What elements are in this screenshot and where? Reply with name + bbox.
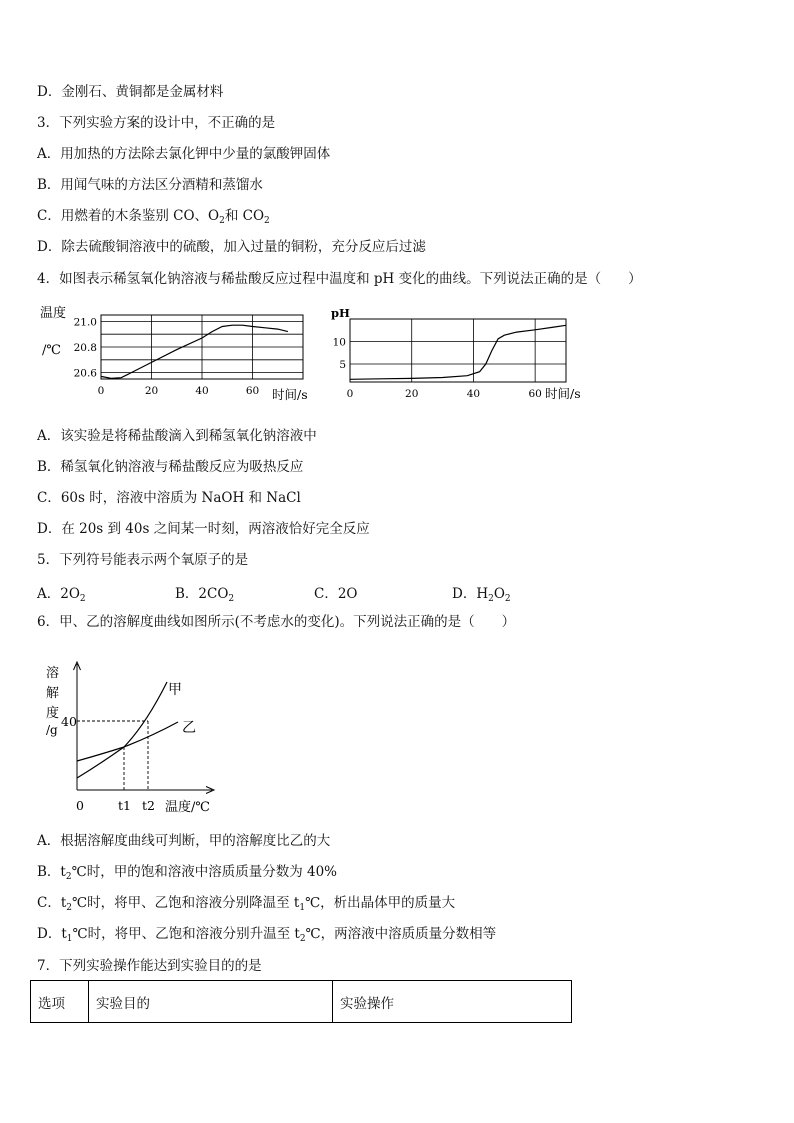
x-tick-label: 60 <box>528 388 542 400</box>
q5-option-b-sub: 2 <box>228 594 235 604</box>
q5-option-d-sub1: 2 <box>488 594 494 604</box>
q5-option-b <box>175 582 234 602</box>
q5-option-c: C．2O <box>314 586 358 602</box>
origin-label: 0 <box>76 798 84 813</box>
q6-option-d-text2: ℃时，将甲、乙饱和溶液分别升温至 t <box>72 926 300 942</box>
q5-option-d <box>452 582 511 602</box>
q6-option-c <box>37 894 455 912</box>
q4-option-c: C．60s 时，溶液中溶质为 NaOH 和 NaCl <box>37 490 301 506</box>
table-header-row <box>31 981 572 1023</box>
table-header-option: 选项 <box>31 981 89 1023</box>
q6-option-a: A．根据溶解度曲线可判断，甲的溶解度比乙的大 <box>37 833 331 849</box>
ph-chart <box>328 300 590 404</box>
q6-option-b-sub: 2 <box>65 872 72 882</box>
x-tick-label: 0 <box>346 388 354 400</box>
q3-option-c-sub2: 2 <box>264 216 270 226</box>
y-tick-label: 20.8 <box>73 342 97 354</box>
temperature-chart <box>38 300 318 404</box>
x-axis-label: 温度/℃ <box>165 800 210 815</box>
x-axis-label: 时间/s <box>272 387 308 402</box>
q5-option-b-text: B．2CO <box>175 586 229 602</box>
q6-option-d <box>37 925 496 943</box>
q6-option-b-text1: B．t <box>37 864 66 880</box>
x-tick-label-t2: t2 <box>142 798 155 813</box>
q5-option-d-sub2: 2 <box>504 594 511 604</box>
x-tick-label: 20 <box>144 385 159 397</box>
q3-option-d: D．除去硫酸铜溶液中的硫酸，加入过量的铜粉，充分反应后过滤 <box>37 239 426 255</box>
solubility-chart <box>40 660 230 818</box>
temperature-curve <box>101 325 288 378</box>
q6-option-d-text3: ℃，两溶液中溶质质量分数相等 <box>305 926 497 942</box>
y-tick-label: 40 <box>61 714 77 729</box>
q3-option-c-text1: C．用燃着的木条鉴别 CO、O <box>37 208 220 224</box>
q5-option-a-text: A．2O <box>37 586 80 602</box>
y-axis-unit: /℃ <box>42 343 61 358</box>
q6-option-c-sub1: 2 <box>66 903 72 913</box>
q5-options <box>37 582 657 604</box>
q4-option-d: D．在 20s 到 40s 之间某一时刻，两溶液恰好完全反应 <box>37 521 370 537</box>
q6-option-b-text2: ℃时，甲的饱和溶液中溶质质量分数为 40% <box>71 864 337 880</box>
y-axis-label: 温度 <box>40 306 67 321</box>
y-tick-label: 5 <box>339 359 346 371</box>
y-tick-label: 20.6 <box>73 367 97 380</box>
q7-table <box>30 980 572 1023</box>
x-tick-label: 60 <box>245 385 260 397</box>
x-tick-label: 20 <box>405 388 419 400</box>
q4-stem: 4．如图表示稀氢氧化钠溶液与稀盐酸反应过程中温度和 pH 变化的曲线。下列说法正确的是（ ） <box>37 271 642 287</box>
q3-option-c <box>37 207 270 225</box>
y-axis-label-3: 度 <box>46 706 60 721</box>
q7-stem: 7．下列实验操作能达到实验目的的是 <box>37 958 262 974</box>
series-label-jia: 甲 <box>168 682 182 698</box>
q3-stem: 3．下列实验方案的设计中，不正确的是 <box>37 115 276 131</box>
q6-option-d-sub1: 1 <box>66 934 73 944</box>
x-tick-label: 40 <box>195 385 209 397</box>
q2-option-d: D．金刚石、黄铜都是金属材料 <box>37 84 224 100</box>
q6-stem: 6．甲、乙的溶解度曲线如图所示(不考虑水的变化)。下列说法正确的是（ ） <box>37 614 516 630</box>
q6-option-c-sub2: 1 <box>299 903 306 913</box>
x-tick-label-t1: t1 <box>118 798 131 813</box>
q6-option-b <box>37 863 337 881</box>
q3-option-c-text2: 和 CO <box>224 208 265 224</box>
x-axis-label: 时间/s <box>545 386 581 401</box>
q4-option-a: A．该实验是将稀盐酸滴入到稀氢氧化钠溶液中 <box>37 428 317 444</box>
q5-option-d-text2: O <box>493 586 505 602</box>
table-header-operation: 实验操作 <box>333 981 572 1023</box>
q3-option-a: A．用加热的方法除去氯化钾中少量的氯酸钾固体 <box>37 146 331 162</box>
x-tick-label: 0 <box>97 385 105 397</box>
q6-option-c-text2: ℃时，将甲、乙饱和溶液分别降温至 t <box>72 895 300 911</box>
q5-stem: 5．下列符号能表示两个氧原子的是 <box>37 552 249 568</box>
curve-jia <box>77 682 167 778</box>
table-header-purpose: 实验目的 <box>89 981 333 1023</box>
y-axis-label-1: 溶 <box>46 666 60 681</box>
q6-option-d-text1: D．t <box>37 926 67 942</box>
plot-frame <box>350 319 566 382</box>
y-tick-label: 10 <box>332 336 346 349</box>
q5-option-a <box>37 582 86 602</box>
q6-option-d-sub2: 2 <box>299 934 306 944</box>
q6-option-c-text3: ℃，析出晶体甲的质量大 <box>305 895 456 911</box>
q3-option-b: B．用闻气味的方法区分酒精和蒸馏水 <box>37 177 263 193</box>
q5-option-a-sub: 2 <box>79 594 86 604</box>
y-tick-label: 21.0 <box>73 316 97 329</box>
q3-option-c-sub1: 2 <box>219 216 225 226</box>
y-axis-label: pH <box>331 306 350 320</box>
q4-option-b: B．稀氢氧化钠溶液与稀盐酸反应为吸热反应 <box>37 459 304 475</box>
ph-curve <box>350 325 566 379</box>
q5-option-d-text1: D．H <box>452 586 489 602</box>
x-tick-label: 40 <box>466 388 481 400</box>
q6-option-c-text1: C．t <box>37 895 67 911</box>
curve-yi <box>77 722 178 761</box>
y-axis-label-2: 解 <box>46 686 60 701</box>
series-label-yi: 乙 <box>182 720 196 736</box>
y-axis-label-4: /g <box>46 723 58 737</box>
